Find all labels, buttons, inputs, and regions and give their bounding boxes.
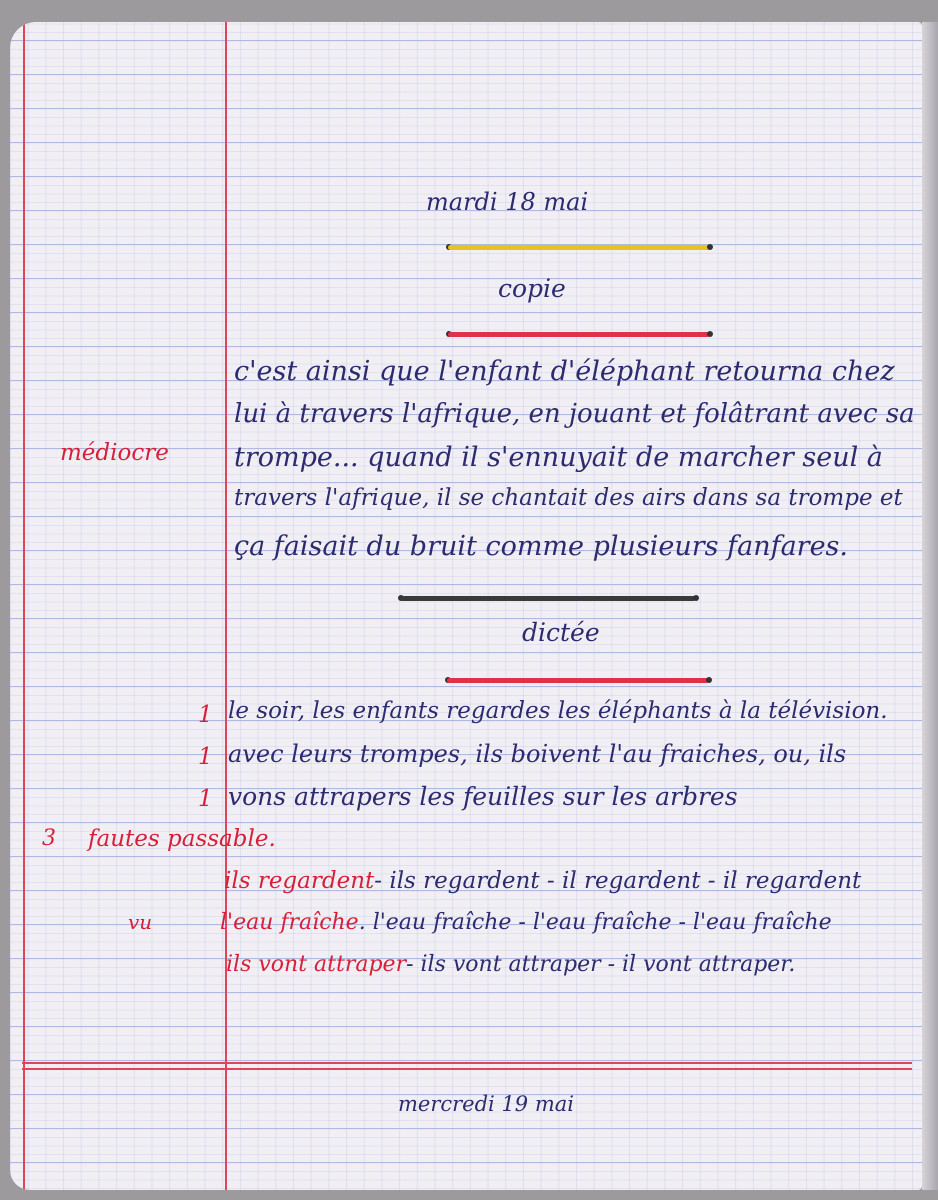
correction-copies-2: . l'eau fraîche - l'eau fraîche - l'eau fraîche (358, 910, 832, 935)
bottom-rule-2 (22, 1068, 912, 1070)
bottom-rule-1 (22, 1062, 912, 1064)
footer-date: mercredi 19 mai (398, 1092, 574, 1116)
correction-copies-3: - ils vont attraper - il vont attraper. (406, 952, 796, 977)
correction-line-1 (224, 868, 861, 894)
dictee-mark-3: 1 (198, 786, 213, 812)
dictee-grade: fautes passable. (88, 826, 276, 852)
black-divider (400, 596, 696, 601)
dictee-grade-count: 3 (42, 826, 56, 851)
correction-line-3 (226, 952, 795, 977)
dictee-line-1: le soir, les enfants regardes les éléphants à la télévision. (228, 698, 888, 724)
outer-margin-line (23, 22, 25, 1190)
dictee-mark-1: 1 (198, 702, 213, 728)
copie-line-4: travers l'afrique, il se chantait des airs dans sa trompe et (234, 485, 903, 511)
dictee-mark-2: 1 (198, 744, 213, 770)
correction-copies-1: - ils regardent - il regardent - il regardent (374, 868, 862, 894)
copie-title: copie (498, 274, 566, 303)
yellow-divider (448, 245, 710, 250)
copie-grade: médiocre (60, 440, 169, 466)
copie-line-3: trompe... quand il s'ennuyait de marcher seul à (234, 442, 883, 473)
dictee-line-3: vons attrapers les feuilles sur les arbres (228, 782, 738, 811)
correction-word-1: ils regardent (224, 868, 375, 894)
header-date: mardi 18 mai (426, 188, 589, 216)
notebook-binding (922, 22, 938, 1190)
copie-line-5: ça faisait du bruit comme plusieurs fanfares. (234, 531, 848, 562)
copie-line-1: c'est ainsi que l'enfant d'éléphant retourna chez (234, 356, 895, 387)
dictee-title: dictée (522, 618, 600, 647)
correction-word-3: ils vont attraper (226, 952, 407, 977)
bar-endpoint (707, 331, 713, 337)
teacher-vu: vu (128, 910, 153, 934)
correction-word-2: l'eau fraîche (220, 910, 359, 935)
bar-endpoint (707, 244, 713, 250)
bar-endpoint (706, 677, 712, 683)
notebook-page (10, 22, 922, 1190)
bar-endpoint (693, 595, 699, 601)
red-divider (448, 332, 710, 337)
correction-line-2 (220, 910, 832, 935)
red-divider (447, 678, 709, 683)
left-margin-line (225, 22, 227, 1190)
dictee-line-2: avec leurs trompes, ils boivent l'au fraiches, ou, ils (228, 740, 847, 768)
copie-line-2: lui à travers l'afrique, en jouant et folâtrant avec sa (234, 399, 915, 429)
